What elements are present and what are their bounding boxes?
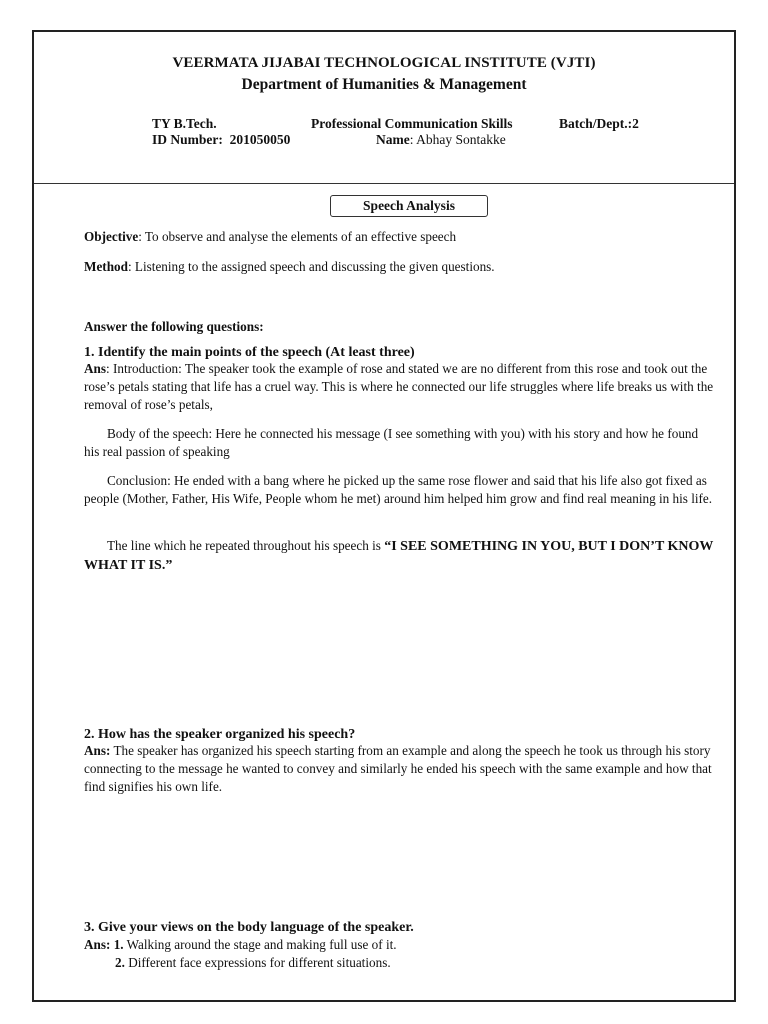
answer-heading: Answer the following questions: [84,319,264,334]
method-line [84,258,716,276]
q1-line-quote: “I SEE SOMETHING IN YOU, BUT I DON’T KNOW WHAT IT IS.” [84,539,714,573]
course-label: Professional Communication Skills [311,116,513,131]
department-title: Department of Humanities & Management [241,76,527,93]
q2-ans-label: Ans: [84,743,111,758]
q3-question: 3. Give your views on the body language of the speaker. [84,920,414,935]
q1-repeated-line [84,537,716,575]
q2-answer-text: The speaker has organized his speech starting from an example and along the speech he took us through his story connecting to the message he wanted to convey and similarly he ended his speech with the same example and how that find signifies his own life. [84,743,712,794]
q1-question: 1. Identify the main points of the speech (At least three) [84,345,415,360]
q3-point-1-text: Walking around the stage and making full use of it. [123,937,397,952]
id-info [152,132,290,148]
q1-ans-label: Ans [84,361,106,376]
q3-point-1 [84,936,716,954]
q3-point-2-num: 2. [115,955,125,970]
q1-line-prefix: The line which he repeated throughout his speech is [107,538,385,553]
name-value: : Abhay Sontakke [409,132,506,147]
q2-answer [84,742,716,796]
name-label: Name [376,132,410,147]
institute-title: VEERMATA JIJABAI TECHNOLOGICAL INSTITUTE (VJTI) [172,55,596,71]
objective-text: : To observe and analyse the elements of an effective speech [138,229,457,244]
batch-label: Batch/Dept.: [559,116,633,131]
page-frame [32,30,736,1002]
id-value: 201050050 [229,132,291,147]
batch-info [559,116,639,132]
q3-point-2-text: Different face expressions for different situations. [124,955,391,970]
q1-body: Body of the speech: Here he connected his message (I see something with you) with his story and how he found his real passion of speaking [84,426,699,459]
q3-point-1-num: 1. [113,937,124,952]
q2-question: 2. How has the speaker organized his speech? [84,727,356,742]
objective-label: Objective [84,229,139,244]
section-title-box: Speech Analysis [330,195,488,217]
method-text: : Listening to the assigned speech and discussing the given questions. [127,259,495,274]
header-divider [34,183,734,184]
q3-point-2 [115,954,747,972]
q1-intro [84,360,716,414]
q1-intro-text: : Introduction: The speaker took the example of rose and stated we are no different from this rose and took out the rose’s petals stating that life has a cruel way. This is where he connected our life struggles where life breaks us with the removal of rose’s petals, [84,361,714,412]
method-label: Method [84,259,128,274]
name-info [376,132,506,148]
objective-line [84,228,716,246]
q3-ans-label: Ans: [84,937,111,952]
id-label: ID Number: [152,132,223,147]
batch-value: 2 [632,116,639,131]
q1-conclusion: Conclusion: He ended with a bang where he picked up the same rose flower and said that his life also got fixed as people (Mother, Father, His Wife, People whom he met) around him helped him grow and find real meaning in his life. [84,473,713,506]
class-label: TY B.Tech. [152,116,217,131]
